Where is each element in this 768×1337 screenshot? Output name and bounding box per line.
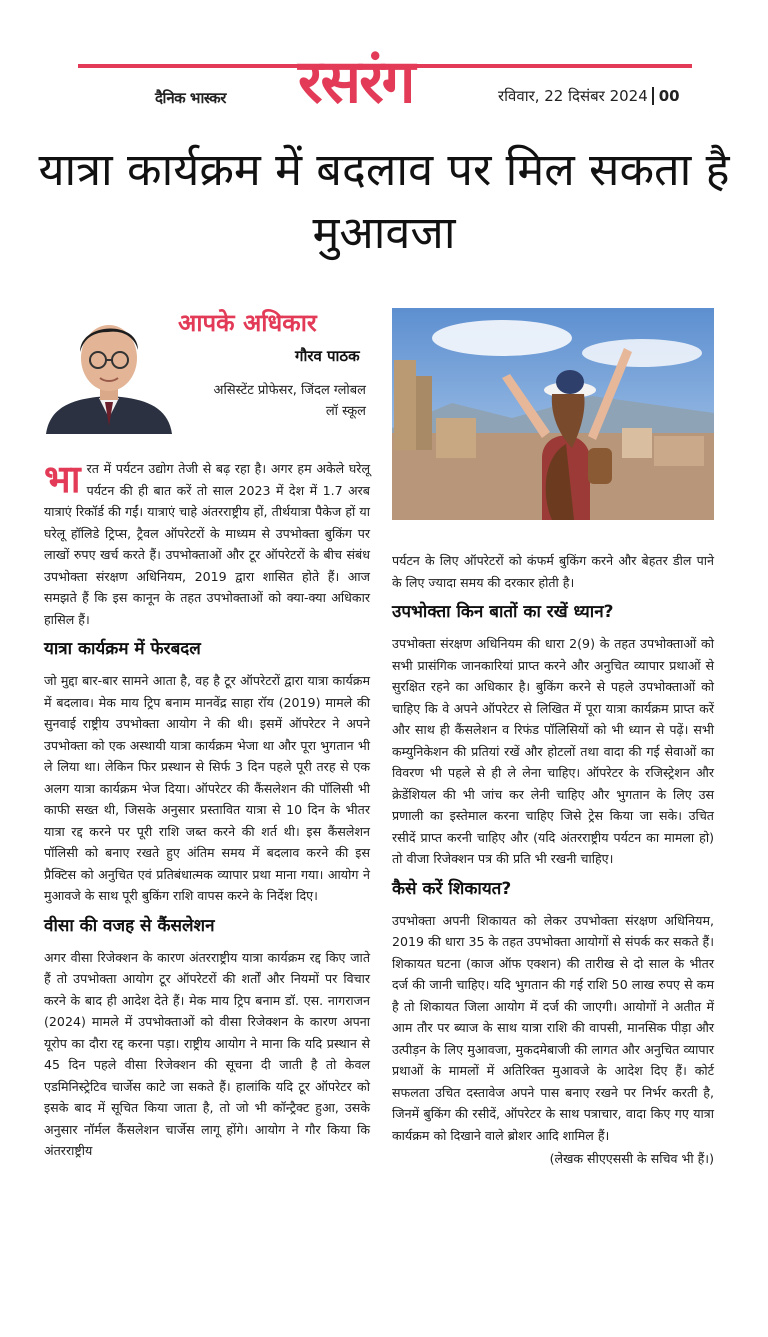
section-paragraph: अगर वीसा रिजेक्शन के कारण अंतरराष्ट्रीय यात्रा कार्यक्रम रद्द किए जाते हैं तो उपभोक्ता आयोग टूर ऑपरेटरों की शर्तों और नियमों पर विचार करने के बाद ही आदेश देते हैं। मेक माय ट्रिप बनाम डॉ. एस. नागराजन (2024) मामले में उपभोक्ताओं को वीसा रिजेक्शन के कारण अपना यूरोप का दौरा रद्द करना पड़ा। राष्ट्रीय आयोग ने माना कि यदि प्रस्थान से 45 दिन पहले वीसा रिजेक्शन की सूचना दी जाती है तो केवल एडमिनिस्ट्रेटिव चार्जेस काटे जा सकते हैं। हालांकि यदि टूर ऑपरेटर को इसके बाद में सूचित किया जाता है, तो जो भी कॉन्ट्रैक्ट हुआ, उसके अनुसार नॉर्मल कैंसलेशन चार्जेस लागू होंगे। आयोग ने गौर किया कि अंतरराष्ट्रीय <box>44 949 370 1158</box>
author-name: गौरव पाठक <box>295 347 360 365</box>
section-logo: रसरंग <box>298 47 414 117</box>
author-role: असिस्टेंट प्रोफेसर, जिंदल ग्लोबल लॉ स्कूल <box>213 383 366 419</box>
dateline <box>498 86 680 106</box>
page-number: 00 <box>652 87 680 105</box>
section-heading: यात्रा कार्यक्रम में फेरबदल <box>44 639 201 659</box>
intro-text: रत में पर्यटन उद्योग तेजी से बढ़ रहा है। अगर हम अकेले घरेलू पर्यटन की ही बात करें तो साल 2023 में देश में 1.7 अरब यात्राएं रिकॉर्ड की गईं। यात्राएं चाहे अंतरराष्ट्रीय हों, तीर्थयात्रा पैकेज हों या घरेलू हॉलिडे ट्रिप्स, ट्रैवल ऑपरेटरों के माध्यम से उपभोक्ता बुकिंग पर लाखों रुपए खर्च करते हैं। उपभोक्ताओं और टूर ऑपरेटरों के बीच संबंध उपभोक्ता संरक्षण अधिनियम, 2019 द्वारा शासित होते हैं। आज समझते हैं कि इस कानून के तहत उपभोक्ताओं को क्या-क्या अधिकार हासिल हैं। <box>44 461 370 627</box>
section-heading: कैसे करें शिकायत? <box>392 878 512 899</box>
section-heading: वीसा की वजह से कैंसलेशन <box>44 915 215 936</box>
travel-photo <box>392 308 714 520</box>
continued-paragraph: पर्यटन के लिए ऑपरेटरों को कंफर्म बुकिंग करने और बेहतर डील पाने के लिए ज्यादा समय की दरकार होती है। <box>392 553 714 590</box>
section-paragraph: जो मुद्दा बार-बार सामने आता है, वह है टूर ऑपरेटरों द्वारा यात्रा कार्यक्रम में बदलाव। मेक माय ट्रिप बनाम मानवेंद्र साहा रॉय (2019) मामले की सुनवाई राष्ट्रीय उपभोक्ता आयोग ने की थी। इसमें ऑपरेटर ने अपने उपभोक्ता को एक अस्थायी यात्रा कार्यक्रम भेजा था और पूरा भुगतान भी ले लिया था। लेकिन फिर प्रस्थान से सिर्फ 3 दिन पहले पूरी तरह से एक अलग यात्रा कार्यक्रम भेज दिया। ऑपरेटर की कैंसलेशन की पॉलिसी भी काफी सख्त थी, जिसके अनुसार प्रस्तावित यात्रा से 10 दिन के भीतर यात्रा रद्द करने पर पूरी राशि जब्त करने की शर्त थी। इस कैंसलेशन पॉलिसी को बनाए रखते हुए अंतिम समय में बदलाव करने की इस प्रैक्टिस को अनुचित एवं प्रतिबंधात्मक व्यापार प्रथा माना गया। आयोग ने मुआवजे के साथ पूरी बुकिंग राशि वापस करने के निर्देश दिए। <box>44 673 370 903</box>
section-paragraph: उपभोक्ता संरक्षण अधिनियम की धारा 2(9) के तहत उपभोक्ताओं को सभी प्रासंगिक जानकारियां प्राप्त करने और अनुचित व्यापार प्रथाओं से सुरक्षित रहने का अधिकार है। बुकिंग करने से पहले उपभोक्ताओं को चाहिए कि वे अपने ऑपरेटर से लिखित में पूरा यात्रा कार्यक्रम प्राप्त करें और साथ ही कैंसलेशन व रिफंड पॉलिसियों को भी ध्यान से पढ़ें। सभी कम्युनिकेशन की प्रतियां रखें और होटलों तथा वादा की गई सेवाओं का विवरण भी पहले से ही ले लेना चाहिए। ऑपरेटर के रजिस्ट्रेशन और क्रेडेंशियल की भी जांच कर लेनी चाहिए और भुगतान के लिए उस प्रणाली का इस्तेमाल करना चाहिए जिसे ट्रेस किया जा सके। उचित रसीदें प्राप्त करनी चाहिए और (यदि अंतरराष्ट्रीय पर्यटन का मामला हो) तो वीजा रिजेक्शन पत्र की प्रति भी रखनी चाहिए। <box>392 636 714 866</box>
article-left-column <box>44 458 370 1162</box>
intro-paragraph <box>44 458 370 630</box>
article-right-column <box>392 550 714 1169</box>
author-endnote: (लेखक सीएएससी के सचिव भी हैं।) <box>549 1151 714 1166</box>
column-name: आपके अधिकार <box>178 309 317 337</box>
newspaper-brand: दैनिक भास्कर <box>155 89 226 107</box>
drop-cap: भा <box>44 457 81 501</box>
author-portrait <box>44 306 174 434</box>
page-title: यात्रा कार्यक्रम में बदलाव पर मिल सकता है मुआवजा <box>38 143 730 259</box>
issue-date: रविवार, 22 दिसंबर 2024 <box>498 87 648 105</box>
section-paragraph: उपभोक्ता अपनी शिकायत को लेकर उपभोक्ता संरक्षण अधिनियम, 2019 की धारा 35 के तहत उपभोक्ता आयोगों से संपर्क कर सकते हैं। शिकायत घटना (काज ऑफ एक्शन) की तारीख से दो साल के भीतर दर्ज की जानी चाहिए। यदि भुगतान की गई राशि 50 लाख रुपए से कम है तो शिकायत जिला आयोग में दर्ज की जाएगी। आयोगों ने अतीत में आम तौर पर ब्याज के साथ यात्रा राशि की वापसी, मानसिक पीड़ा और उत्पीड़न के लिए मुआवजा, मुकदमेबाजी की लागत और अनुचित व्यापार प्रथाओं के मामलों में अतिरिक्त मुआवजे के आदेश दिए हैं। कोर्ट सफलता उचित दस्तावेज अपने पास बनाए रखने पर निर्भर करती है, जिनमें बुकिंग की रसीदें, ऑपरेटर के साथ पत्राचार, वादा किए गए यात्रा कार्यक्रम को दिखाने वाले ब्रोशर आदि शामिल हैं। <box>392 912 714 1143</box>
section-heading: उपभोक्ता किन बातों का रखें ध्यान? <box>392 602 614 622</box>
